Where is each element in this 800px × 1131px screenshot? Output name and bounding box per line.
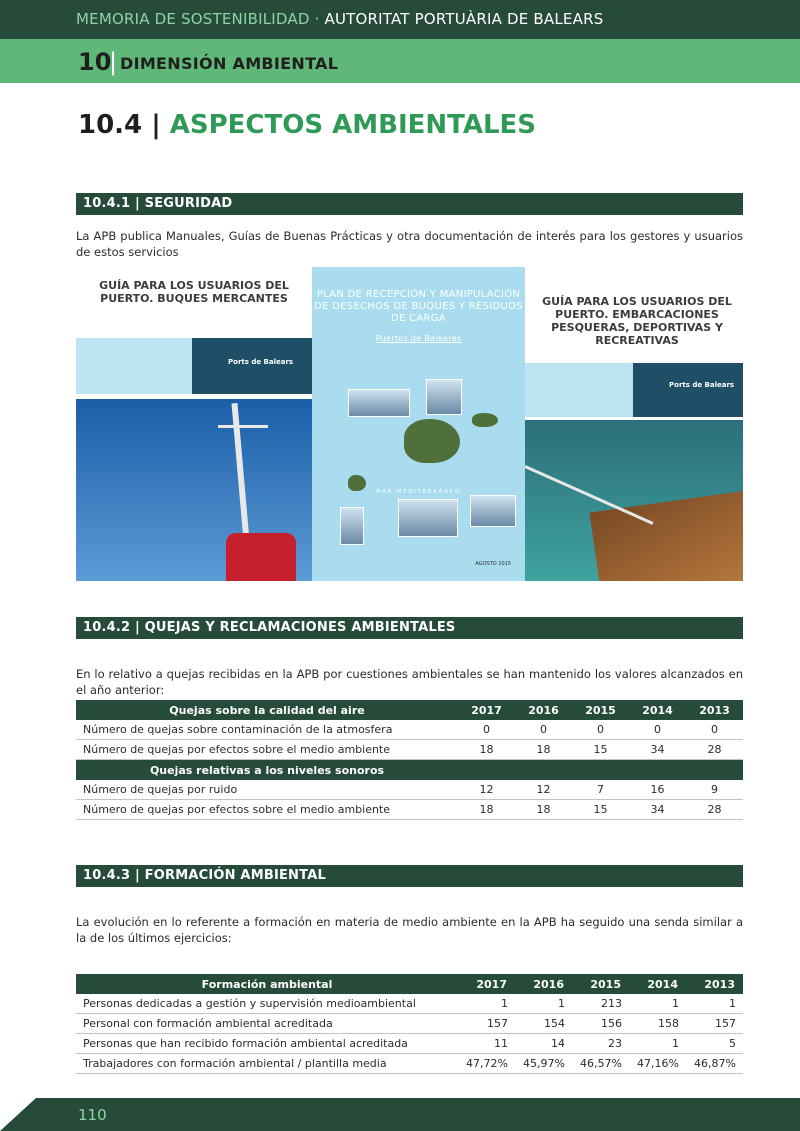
row-label: Personas dedicadas a gestión y supervisión medioambiental bbox=[76, 994, 458, 1014]
cover-center-sea-label: MAR MEDITERRÁNEO bbox=[376, 489, 461, 495]
cell-value: 34 bbox=[629, 740, 686, 760]
formacion-table bbox=[76, 974, 743, 1074]
quejas-text: En lo relativo a quejas recibidas en la APB por cuestiones ambientales se han mantenido los valores alcanzados en el año anterior: bbox=[76, 667, 743, 697]
empty-header-cell bbox=[458, 760, 515, 781]
report-header-bar bbox=[0, 0, 800, 39]
subsection-quejas-title: 10.4.2 | QUEJAS Y RECLAMACIONES AMBIENTALES bbox=[76, 617, 743, 639]
year-header: 2016 bbox=[515, 974, 572, 994]
cover-center-photo-3 bbox=[398, 499, 458, 537]
year-header: 2017 bbox=[458, 700, 515, 720]
year-header: 2016 bbox=[515, 700, 572, 720]
formacion-header: Formación ambiental bbox=[76, 974, 458, 994]
formacion-table-header bbox=[76, 974, 743, 994]
year-header: 2013 bbox=[686, 700, 743, 720]
table-row bbox=[76, 1014, 743, 1034]
cover-left-brand-band bbox=[192, 338, 312, 394]
year-header: 2017 bbox=[458, 974, 515, 994]
cover-center-subtitle: Puertos de Baleares bbox=[375, 334, 462, 343]
page-footer bbox=[0, 1098, 800, 1131]
row-label: Trabajadores con formación ambiental / plantilla media bbox=[76, 1054, 458, 1074]
cell-value: 28 bbox=[686, 800, 743, 820]
empty-header-cell bbox=[515, 760, 572, 781]
cover-right-light-band bbox=[525, 363, 633, 417]
row-label: Número de quejas por efectos sobre el medio ambiente bbox=[76, 740, 458, 760]
cell-value: 18 bbox=[515, 800, 572, 820]
cell-value: 18 bbox=[458, 740, 515, 760]
header-separator: · bbox=[309, 10, 325, 28]
cover-guia-buques-mercantes bbox=[76, 265, 312, 581]
cover-center-photo-1 bbox=[348, 389, 410, 417]
cell-value: 157 bbox=[458, 1014, 515, 1034]
cell-value: 15 bbox=[572, 800, 629, 820]
cell-value: 1 bbox=[458, 994, 515, 1014]
cell-value: 15 bbox=[572, 740, 629, 760]
empty-header-cell bbox=[572, 760, 629, 781]
footer-wedge bbox=[0, 1098, 36, 1131]
row-label: Número de quejas por ruido bbox=[76, 780, 458, 800]
seguridad-text: La APB publica Manuales, Guías de Buenas Prácticas y otra documentación de interés para los gestores y usuarios de estos servicios bbox=[76, 229, 743, 259]
cover-left-brand: Ports de Balears bbox=[228, 358, 294, 366]
cell-value: 0 bbox=[629, 720, 686, 740]
subsection-formacion-title: 10.4.3 | FORMACIÓN AMBIENTAL bbox=[76, 865, 743, 887]
cover-center-title: PLAN DE RECEPCIÓN Y MANIPULACIÓN DE DESECHOS DE BUQUES Y RESIDUOS DE CARGA bbox=[314, 289, 523, 324]
cell-value: 18 bbox=[458, 800, 515, 820]
cover-center-island-mallorca bbox=[404, 419, 460, 463]
cover-guia-embarcaciones bbox=[525, 265, 743, 581]
section-bar bbox=[0, 39, 800, 83]
report-header-text bbox=[76, 10, 603, 28]
cover-right-brand-band bbox=[633, 363, 743, 417]
cell-value: 47,72% bbox=[458, 1054, 515, 1074]
cell-value: 156 bbox=[572, 1014, 629, 1034]
page-title-number: 10.4 | bbox=[78, 110, 161, 140]
section-number: 10 bbox=[78, 48, 112, 76]
cell-value: 23 bbox=[572, 1034, 629, 1054]
cell-value: 14 bbox=[515, 1034, 572, 1054]
year-header: 2013 bbox=[686, 974, 743, 994]
row-label: Personal con formación ambiental acreditada bbox=[76, 1014, 458, 1034]
cover-center-photo-2 bbox=[426, 379, 462, 415]
cell-value: 16 bbox=[629, 780, 686, 800]
cover-center-date: AGOSTO 2015 bbox=[475, 561, 511, 567]
cell-value: 0 bbox=[458, 720, 515, 740]
cell-value: 0 bbox=[572, 720, 629, 740]
page-title bbox=[78, 110, 536, 140]
table-row bbox=[76, 720, 743, 740]
year-header: 2014 bbox=[629, 974, 686, 994]
page-number: 110 bbox=[78, 1106, 107, 1124]
cover-left-yard bbox=[218, 425, 268, 428]
cell-value: 158 bbox=[629, 1014, 686, 1034]
quejas-table bbox=[76, 700, 743, 820]
cover-plan-recepcion bbox=[312, 267, 525, 581]
cover-right-title: GUÍA PARA LOS USUARIOS DEL PUERTO. EMBARCACIONES PESQUERAS, DEPORTIVAS Y RECREATIVAS bbox=[542, 295, 732, 347]
cell-value: 5 bbox=[686, 1034, 743, 1054]
cell-value: 7 bbox=[572, 780, 629, 800]
organization-name: AUTORITAT PORTUÀRIA DE BALEARS bbox=[324, 10, 604, 28]
cover-center-photo-4 bbox=[470, 495, 516, 527]
cell-value: 34 bbox=[629, 800, 686, 820]
quejas-group2-header: Quejas relativas a los niveles sonoros bbox=[76, 760, 458, 781]
cell-value: 46,87% bbox=[686, 1054, 743, 1074]
cell-value: 28 bbox=[686, 740, 743, 760]
cell-value: 154 bbox=[515, 1014, 572, 1034]
table-row bbox=[76, 994, 743, 1014]
cover-left-light-band bbox=[76, 338, 192, 394]
cell-value: 213 bbox=[572, 994, 629, 1014]
cell-value: 1 bbox=[629, 994, 686, 1014]
quejas-group2-header-row bbox=[76, 760, 743, 781]
table-row bbox=[76, 740, 743, 760]
cell-value: 11 bbox=[458, 1034, 515, 1054]
page-title-text: ASPECTOS AMBIENTALES bbox=[169, 110, 537, 140]
table-row bbox=[76, 800, 743, 820]
cell-value: 12 bbox=[458, 780, 515, 800]
empty-header-cell bbox=[629, 760, 686, 781]
cell-value: 9 bbox=[686, 780, 743, 800]
subsection-seguridad-title: 10.4.1 | SEGURIDAD bbox=[76, 193, 743, 215]
cell-value: 45,97% bbox=[515, 1054, 572, 1074]
row-label: Número de quejas por efectos sobre el medio ambiente bbox=[76, 800, 458, 820]
cell-value: 12 bbox=[515, 780, 572, 800]
cell-value: 18 bbox=[515, 740, 572, 760]
cell-value: 46,57% bbox=[572, 1054, 629, 1074]
row-label: Número de quejas sobre contaminación de la atmosfera bbox=[76, 720, 458, 740]
year-header: 2015 bbox=[572, 974, 629, 994]
cell-value: 1 bbox=[686, 994, 743, 1014]
table-row bbox=[76, 780, 743, 800]
cover-left-title: GUÍA PARA LOS USUARIOS DEL PUERTO. BUQUES MERCANTES bbox=[99, 279, 289, 305]
cell-value: 1 bbox=[629, 1034, 686, 1054]
quejas-group1-header: Quejas sobre la calidad del aire bbox=[76, 700, 458, 720]
table-row bbox=[76, 1054, 743, 1074]
report-name: MEMORIA DE SOSTENIBILIDAD bbox=[76, 10, 310, 28]
cover-right-brand: Ports de Balears bbox=[669, 381, 735, 389]
year-header: 2014 bbox=[629, 700, 686, 720]
cell-value: 47,16% bbox=[629, 1054, 686, 1074]
cell-value: 0 bbox=[686, 720, 743, 740]
quejas-table-header bbox=[76, 700, 743, 720]
cover-center-photo-5 bbox=[340, 507, 364, 545]
table-row bbox=[76, 1034, 743, 1054]
empty-header-cell bbox=[686, 760, 743, 781]
section-name: DIMENSIÓN AMBIENTAL bbox=[120, 54, 339, 73]
section-divider: | bbox=[109, 48, 118, 76]
row-label: Personas que han recibido formación ambiental acreditada bbox=[76, 1034, 458, 1054]
year-header: 2015 bbox=[572, 700, 629, 720]
cell-value: 0 bbox=[515, 720, 572, 740]
formacion-text: La evolución en lo referente a formación en materia de medio ambiente en la APB ha seguido una senda similar a la de los últimos ejercicios: bbox=[76, 915, 743, 945]
cover-center-island-menorca bbox=[472, 413, 498, 427]
cover-left-hull bbox=[226, 533, 296, 581]
cell-value: 1 bbox=[515, 994, 572, 1014]
cell-value: 157 bbox=[686, 1014, 743, 1034]
